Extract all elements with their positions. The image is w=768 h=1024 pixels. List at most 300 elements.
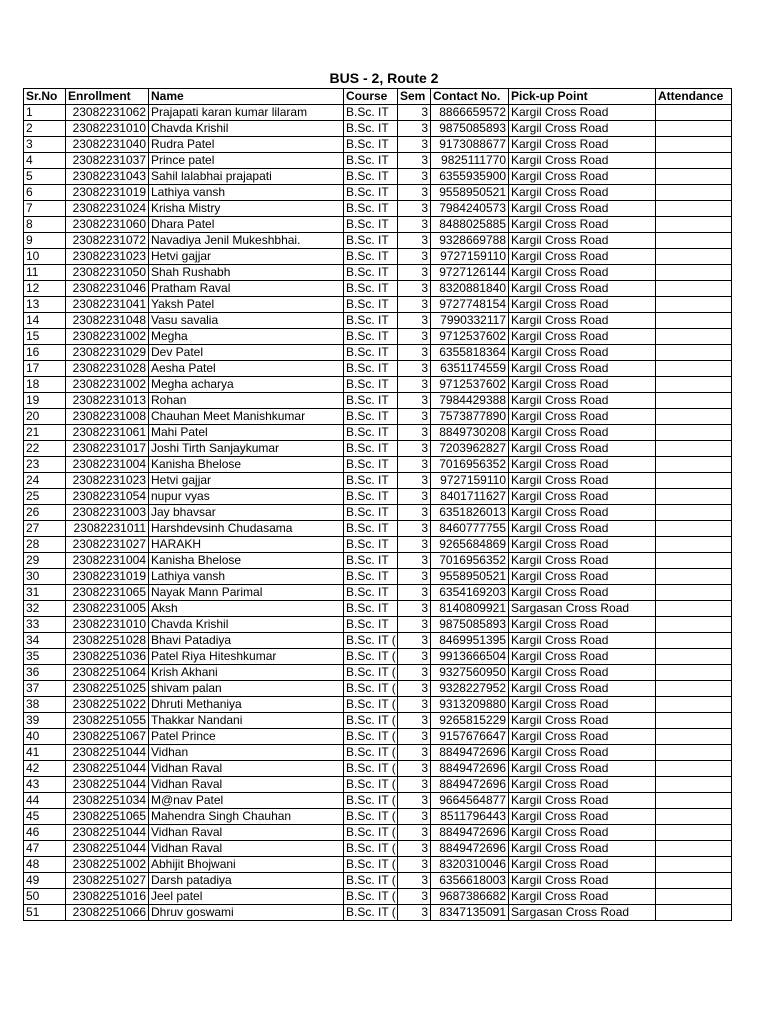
srno-cell: 8 xyxy=(24,217,66,233)
name-cell: Rohan xyxy=(149,393,344,409)
sem-cell: 3 xyxy=(398,425,431,441)
col-header-srno: Sr.No xyxy=(24,89,66,105)
table-row xyxy=(24,873,732,889)
course-cell: B.Sc. IT ( xyxy=(344,745,398,761)
attendance-cell xyxy=(656,777,732,793)
attendance-cell xyxy=(656,537,732,553)
pickup-cell: Kargil Cross Road xyxy=(509,713,656,729)
course-cell: B.Sc. IT xyxy=(344,137,398,153)
table-row xyxy=(24,201,732,217)
name-cell: Vidhan Raval xyxy=(149,825,344,841)
pickup-cell: Kargil Cross Road xyxy=(509,633,656,649)
contact-cell: 7984429388 xyxy=(431,393,509,409)
enrollment-cell: 23082231061 xyxy=(66,425,149,441)
contact-cell: 9913666504 xyxy=(431,649,509,665)
course-cell: B.Sc. IT xyxy=(344,361,398,377)
srno-cell: 11 xyxy=(24,265,66,281)
attendance-cell xyxy=(656,489,732,505)
enrollment-cell: 23082251025 xyxy=(66,681,149,697)
pickup-cell: Kargil Cross Road xyxy=(509,537,656,553)
sem-cell: 3 xyxy=(398,217,431,233)
attendance-cell xyxy=(656,761,732,777)
contact-cell: 9712537602 xyxy=(431,329,509,345)
name-cell: Dhruti Methaniya xyxy=(149,697,344,713)
srno-cell: 35 xyxy=(24,649,66,665)
attendance-cell xyxy=(656,729,732,745)
table-row xyxy=(24,377,732,393)
sem-cell: 3 xyxy=(398,409,431,425)
attendance-cell xyxy=(656,665,732,681)
attendance-cell xyxy=(656,569,732,585)
pickup-cell: Kargil Cross Road xyxy=(509,345,656,361)
attendance-cell xyxy=(656,457,732,473)
sem-cell: 3 xyxy=(398,329,431,345)
pickup-cell: Kargil Cross Road xyxy=(509,585,656,601)
pickup-cell: Kargil Cross Road xyxy=(509,169,656,185)
srno-cell: 14 xyxy=(24,313,66,329)
sem-cell: 3 xyxy=(398,489,431,505)
enrollment-cell: 23082231024 xyxy=(66,201,149,217)
contact-cell: 6356618003 xyxy=(431,873,509,889)
enrollment-cell: 23082231011 xyxy=(66,521,149,537)
attendance-cell xyxy=(656,585,732,601)
enrollment-cell: 23082231040 xyxy=(66,137,149,153)
table-row xyxy=(24,345,732,361)
enrollment-cell: 23082231010 xyxy=(66,617,149,633)
attendance-cell xyxy=(656,361,732,377)
sem-cell: 3 xyxy=(398,537,431,553)
contact-cell: 8849472696 xyxy=(431,841,509,857)
sem-cell: 3 xyxy=(398,569,431,585)
sem-cell: 3 xyxy=(398,473,431,489)
attendance-cell xyxy=(656,281,732,297)
pickup-cell: Kargil Cross Road xyxy=(509,329,656,345)
name-cell: Mahi Patel xyxy=(149,425,344,441)
sem-cell: 3 xyxy=(398,665,431,681)
pickup-cell: Kargil Cross Road xyxy=(509,137,656,153)
attendance-cell xyxy=(656,121,732,137)
sem-cell: 3 xyxy=(398,345,431,361)
table-row xyxy=(24,777,732,793)
srno-cell: 21 xyxy=(24,425,66,441)
name-cell: Prajapati karan kumar lilaram xyxy=(149,105,344,121)
name-cell: Vidhan Raval xyxy=(149,777,344,793)
sem-cell: 3 xyxy=(398,393,431,409)
sem-cell: 3 xyxy=(398,137,431,153)
enrollment-cell: 23082231060 xyxy=(66,217,149,233)
attendance-cell xyxy=(656,409,732,425)
course-cell: B.Sc. IT xyxy=(344,105,398,121)
course-cell: B.Sc. IT xyxy=(344,393,398,409)
pickup-cell: Kargil Cross Road xyxy=(509,617,656,633)
table-row xyxy=(24,329,732,345)
table-row xyxy=(24,649,732,665)
srno-cell: 27 xyxy=(24,521,66,537)
course-cell: B.Sc. IT xyxy=(344,601,398,617)
contact-cell: 9328669788 xyxy=(431,233,509,249)
table-row xyxy=(24,729,732,745)
pickup-cell: Kargil Cross Road xyxy=(509,777,656,793)
attendance-cell xyxy=(656,713,732,729)
name-cell: Nayak Mann Parimal xyxy=(149,585,344,601)
name-cell: Sahil lalabhai prajapati xyxy=(149,169,344,185)
contact-cell: 7984240573 xyxy=(431,201,509,217)
sem-cell: 3 xyxy=(398,777,431,793)
attendance-cell xyxy=(656,185,732,201)
sem-cell: 3 xyxy=(398,505,431,521)
sem-cell: 3 xyxy=(398,249,431,265)
srno-cell: 16 xyxy=(24,345,66,361)
name-cell: Krisha Mistry xyxy=(149,201,344,217)
srno-cell: 39 xyxy=(24,713,66,729)
sem-cell: 3 xyxy=(398,857,431,873)
srno-cell: 26 xyxy=(24,505,66,521)
pickup-cell: Kargil Cross Road xyxy=(509,553,656,569)
name-cell: Vidhan Raval xyxy=(149,761,344,777)
course-cell: B.Sc. IT xyxy=(344,473,398,489)
contact-cell: 8347135091 xyxy=(431,905,509,921)
sem-cell: 3 xyxy=(398,201,431,217)
contact-cell: 8849472696 xyxy=(431,745,509,761)
sem-cell: 3 xyxy=(398,617,431,633)
table-row xyxy=(24,521,732,537)
name-cell: Rudra Patel xyxy=(149,137,344,153)
sem-cell: 3 xyxy=(398,889,431,905)
table-row xyxy=(24,809,732,825)
sem-cell: 3 xyxy=(398,713,431,729)
enrollment-cell: 23082251044 xyxy=(66,825,149,841)
srno-cell: 12 xyxy=(24,281,66,297)
contact-cell: 7016956352 xyxy=(431,553,509,569)
enrollment-cell: 23082251034 xyxy=(66,793,149,809)
attendance-cell xyxy=(656,105,732,121)
course-cell: B.Sc. IT ( xyxy=(344,905,398,921)
contact-cell: 9328227952 xyxy=(431,681,509,697)
contact-cell: 9558950521 xyxy=(431,569,509,585)
srno-cell: 13 xyxy=(24,297,66,313)
sem-cell: 3 xyxy=(398,233,431,249)
name-cell: Lathiya vansh xyxy=(149,185,344,201)
name-cell: Megha xyxy=(149,329,344,345)
course-cell: B.Sc. IT xyxy=(344,233,398,249)
enrollment-cell: 23082231050 xyxy=(66,265,149,281)
srno-cell: 2 xyxy=(24,121,66,137)
name-cell: Vasu savalia xyxy=(149,313,344,329)
enrollment-cell: 23082251044 xyxy=(66,777,149,793)
course-cell: B.Sc. IT xyxy=(344,585,398,601)
sem-cell: 3 xyxy=(398,585,431,601)
attendance-cell xyxy=(656,553,732,569)
pickup-cell: Kargil Cross Road xyxy=(509,809,656,825)
col-header-name: Name xyxy=(149,89,344,105)
srno-cell: 47 xyxy=(24,841,66,857)
course-cell: B.Sc. IT xyxy=(344,201,398,217)
contact-cell: 8469951395 xyxy=(431,633,509,649)
sem-cell: 3 xyxy=(398,745,431,761)
pickup-cell: Kargil Cross Road xyxy=(509,681,656,697)
enrollment-cell: 23082251067 xyxy=(66,729,149,745)
srno-cell: 3 xyxy=(24,137,66,153)
course-cell: B.Sc. IT ( xyxy=(344,793,398,809)
sem-cell: 3 xyxy=(398,153,431,169)
contact-cell: 9157676647 xyxy=(431,729,509,745)
attendance-cell xyxy=(656,841,732,857)
course-cell: B.Sc. IT xyxy=(344,537,398,553)
srno-cell: 10 xyxy=(24,249,66,265)
pickup-cell: Kargil Cross Road xyxy=(509,409,656,425)
name-cell: Patel Prince xyxy=(149,729,344,745)
sem-cell: 3 xyxy=(398,281,431,297)
course-cell: B.Sc. IT ( xyxy=(344,809,398,825)
col-header-sem: Sem xyxy=(398,89,431,105)
srno-cell: 43 xyxy=(24,777,66,793)
srno-cell: 25 xyxy=(24,489,66,505)
pickup-cell: Kargil Cross Road xyxy=(509,217,656,233)
contact-cell: 8849472696 xyxy=(431,777,509,793)
enrollment-cell: 23082251066 xyxy=(66,905,149,921)
table-row xyxy=(24,905,732,921)
sem-cell: 3 xyxy=(398,649,431,665)
table-row xyxy=(24,457,732,473)
name-cell: Hetvi gajjar xyxy=(149,249,344,265)
contact-cell: 8320310046 xyxy=(431,857,509,873)
srno-cell: 38 xyxy=(24,697,66,713)
attendance-cell xyxy=(656,825,732,841)
enrollment-cell: 23082231023 xyxy=(66,249,149,265)
pickup-cell: Kargil Cross Road xyxy=(509,425,656,441)
course-cell: B.Sc. IT xyxy=(344,249,398,265)
attendance-cell xyxy=(656,889,732,905)
contact-cell: 6355935900 xyxy=(431,169,509,185)
course-cell: B.Sc. IT xyxy=(344,329,398,345)
enrollment-cell: 23082251036 xyxy=(66,649,149,665)
roster-body xyxy=(24,105,732,921)
enrollment-cell: 23082231062 xyxy=(66,105,149,121)
pickup-cell: Kargil Cross Road xyxy=(509,265,656,281)
pickup-cell: Kargil Cross Road xyxy=(509,361,656,377)
table-row xyxy=(24,361,732,377)
enrollment-cell: 23082231046 xyxy=(66,281,149,297)
srno-cell: 23 xyxy=(24,457,66,473)
contact-cell: 7016956352 xyxy=(431,457,509,473)
sem-cell: 3 xyxy=(398,681,431,697)
srno-cell: 44 xyxy=(24,793,66,809)
attendance-cell xyxy=(656,249,732,265)
srno-cell: 50 xyxy=(24,889,66,905)
pickup-cell: Kargil Cross Road xyxy=(509,825,656,841)
course-cell: B.Sc. IT xyxy=(344,153,398,169)
name-cell: Pratham Raval xyxy=(149,281,344,297)
attendance-cell xyxy=(656,793,732,809)
sem-cell: 3 xyxy=(398,825,431,841)
course-cell: B.Sc. IT xyxy=(344,617,398,633)
bus-roster-table xyxy=(23,88,732,921)
contact-cell: 6351826013 xyxy=(431,505,509,521)
srno-cell: 30 xyxy=(24,569,66,585)
sem-cell: 3 xyxy=(398,793,431,809)
attendance-cell xyxy=(656,857,732,873)
pickup-cell: Kargil Cross Road xyxy=(509,841,656,857)
course-cell: B.Sc. IT xyxy=(344,553,398,569)
table-row xyxy=(24,793,732,809)
course-cell: B.Sc. IT xyxy=(344,121,398,137)
enrollment-cell: 23082231002 xyxy=(66,329,149,345)
srno-cell: 49 xyxy=(24,873,66,889)
srno-cell: 9 xyxy=(24,233,66,249)
course-cell: B.Sc. IT ( xyxy=(344,729,398,745)
name-cell: Hetvi gajjar xyxy=(149,473,344,489)
srno-cell: 15 xyxy=(24,329,66,345)
name-cell: Abhijit Bhojwani xyxy=(149,857,344,873)
table-row xyxy=(24,441,732,457)
attendance-cell xyxy=(656,905,732,921)
contact-cell: 9727159110 xyxy=(431,249,509,265)
name-cell: nupur vyas xyxy=(149,489,344,505)
srno-cell: 48 xyxy=(24,857,66,873)
sem-cell: 3 xyxy=(398,361,431,377)
srno-cell: 46 xyxy=(24,825,66,841)
col-header-enrollment: Enrollment xyxy=(66,89,149,105)
contact-cell: 8866659572 xyxy=(431,105,509,121)
enrollment-cell: 23082231043 xyxy=(66,169,149,185)
name-cell: Lathiya vansh xyxy=(149,569,344,585)
contact-cell: 8140809921 xyxy=(431,601,509,617)
course-cell: B.Sc. IT ( xyxy=(344,665,398,681)
sem-cell: 3 xyxy=(398,457,431,473)
table-row xyxy=(24,313,732,329)
srno-cell: 32 xyxy=(24,601,66,617)
srno-cell: 1 xyxy=(24,105,66,121)
pickup-cell: Kargil Cross Road xyxy=(509,649,656,665)
contact-cell: 9313209880 xyxy=(431,697,509,713)
name-cell: Harshdevsinh Chudasama xyxy=(149,521,344,537)
course-cell: B.Sc. IT xyxy=(344,377,398,393)
name-cell: Chavda Krishil xyxy=(149,617,344,633)
enrollment-cell: 23082251022 xyxy=(66,697,149,713)
course-cell: B.Sc. IT xyxy=(344,217,398,233)
pickup-cell: Kargil Cross Road xyxy=(509,105,656,121)
contact-cell: 8511796443 xyxy=(431,809,509,825)
name-cell: Shah Rushabh xyxy=(149,265,344,281)
course-cell: B.Sc. IT ( xyxy=(344,873,398,889)
contact-cell: 8849472696 xyxy=(431,761,509,777)
srno-cell: 18 xyxy=(24,377,66,393)
name-cell: Prince patel xyxy=(149,153,344,169)
srno-cell: 31 xyxy=(24,585,66,601)
course-cell: B.Sc. IT xyxy=(344,569,398,585)
pickup-cell: Kargil Cross Road xyxy=(509,473,656,489)
table-row xyxy=(24,473,732,489)
enrollment-cell: 23082231054 xyxy=(66,489,149,505)
sem-cell: 3 xyxy=(398,297,431,313)
table-row xyxy=(24,601,732,617)
srno-cell: 28 xyxy=(24,537,66,553)
name-cell: Megha acharya xyxy=(149,377,344,393)
attendance-cell xyxy=(656,153,732,169)
enrollment-cell: 23082231023 xyxy=(66,473,149,489)
contact-cell: 6355818364 xyxy=(431,345,509,361)
enrollment-cell: 23082231065 xyxy=(66,585,149,601)
table-row xyxy=(24,761,732,777)
course-cell: B.Sc. IT xyxy=(344,169,398,185)
srno-cell: 7 xyxy=(24,201,66,217)
sem-cell: 3 xyxy=(398,521,431,537)
attendance-cell xyxy=(656,617,732,633)
attendance-cell xyxy=(656,633,732,649)
attendance-cell xyxy=(656,265,732,281)
contact-cell: 7573877890 xyxy=(431,409,509,425)
attendance-cell xyxy=(656,313,732,329)
pickup-cell: Kargil Cross Road xyxy=(509,665,656,681)
course-cell: B.Sc. IT ( xyxy=(344,825,398,841)
enrollment-cell: 23082231013 xyxy=(66,393,149,409)
sem-cell: 3 xyxy=(398,873,431,889)
sem-cell: 3 xyxy=(398,601,431,617)
attendance-cell xyxy=(656,697,732,713)
enrollment-cell: 23082251044 xyxy=(66,841,149,857)
enrollment-cell: 23082251064 xyxy=(66,665,149,681)
name-cell: Bhavi Patadiya xyxy=(149,633,344,649)
attendance-cell xyxy=(656,681,732,697)
pickup-cell: Kargil Cross Road xyxy=(509,233,656,249)
table-row xyxy=(24,137,732,153)
attendance-cell xyxy=(656,345,732,361)
attendance-cell xyxy=(656,521,732,537)
name-cell: Navadiya Jenil Mukeshbhai. xyxy=(149,233,344,249)
sem-cell: 3 xyxy=(398,441,431,457)
contact-cell: 9875085893 xyxy=(431,617,509,633)
course-cell: B.Sc. IT xyxy=(344,345,398,361)
attendance-cell xyxy=(656,809,732,825)
attendance-cell xyxy=(656,217,732,233)
srno-cell: 20 xyxy=(24,409,66,425)
name-cell: Darsh patadiya xyxy=(149,873,344,889)
sem-cell: 3 xyxy=(398,697,431,713)
name-cell: Kanisha Bhelose xyxy=(149,457,344,473)
table-row xyxy=(24,857,732,873)
course-cell: B.Sc. IT xyxy=(344,297,398,313)
contact-cell: 9265684869 xyxy=(431,537,509,553)
name-cell: HARAKH xyxy=(149,537,344,553)
pickup-cell: Kargil Cross Road xyxy=(509,569,656,585)
table-row xyxy=(24,697,732,713)
pickup-cell: Kargil Cross Road xyxy=(509,297,656,313)
table-row xyxy=(24,841,732,857)
table-row xyxy=(24,297,732,313)
contact-cell: 9712537602 xyxy=(431,377,509,393)
srno-cell: 29 xyxy=(24,553,66,569)
pickup-cell: Kargil Cross Road xyxy=(509,377,656,393)
attendance-cell xyxy=(656,137,732,153)
sem-cell: 3 xyxy=(398,905,431,921)
sem-cell: 3 xyxy=(398,121,431,137)
table-row xyxy=(24,233,732,249)
enrollment-cell: 23082251027 xyxy=(66,873,149,889)
name-cell: Thakkar Nandani xyxy=(149,713,344,729)
pickup-cell: Kargil Cross Road xyxy=(509,505,656,521)
table-row xyxy=(24,153,732,169)
table-row xyxy=(24,409,732,425)
course-cell: B.Sc. IT ( xyxy=(344,777,398,793)
enrollment-cell: 23082231005 xyxy=(66,601,149,617)
contact-cell: 9327560950 xyxy=(431,665,509,681)
contact-cell: 6354169203 xyxy=(431,585,509,601)
pickup-cell: Kargil Cross Road xyxy=(509,745,656,761)
sem-cell: 3 xyxy=(398,553,431,569)
enrollment-cell: 23082251002 xyxy=(66,857,149,873)
course-cell: B.Sc. IT xyxy=(344,425,398,441)
table-row xyxy=(24,569,732,585)
